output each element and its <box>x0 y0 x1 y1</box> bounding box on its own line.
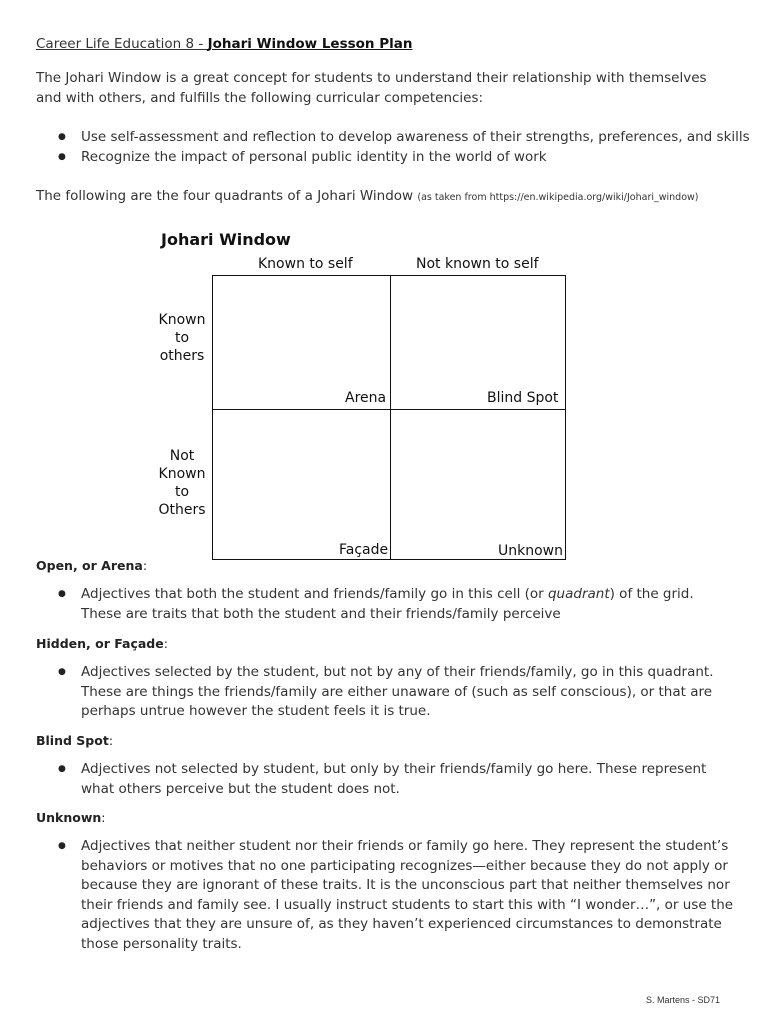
row-header-line: others <box>159 348 205 364</box>
competency-item: ● Recognize the impact of personal public identity in the world of work <box>58 147 750 167</box>
row-header-not-known-to-others <box>150 447 214 519</box>
quadrant-facade-label: Façade <box>339 542 389 558</box>
competency-item: ● Use self-assessment and reflection to develop awareness of their strengths, preferences, and skills <box>58 127 750 147</box>
johari-window-title: Johari Window <box>161 230 291 249</box>
facade-description-list <box>58 663 734 722</box>
col-header-known-to-self: Known to self <box>258 256 353 272</box>
emphasis-text: quadrant <box>547 586 610 602</box>
section-heading-text: Hidden, or Façade <box>36 636 164 651</box>
section-heading-arena <box>36 558 147 573</box>
section-heading-text: Open, or Arena <box>36 558 143 573</box>
row-header-line: Others <box>158 502 206 518</box>
section-heading-unknown <box>36 810 106 825</box>
description-item: ● Adjectives selected by the student, but not by any of their friends/family, go in this quadrant. These are things the friends/family are either unaware of (such as self conscious), or that are perhaps untrue however the student feels it is true. <box>58 663 734 722</box>
row-header-line: Known <box>158 312 206 328</box>
arena-description-list <box>58 585 734 624</box>
source-citation: (as taken from https://en.wikipedia.org/wiki/Johari_window) <box>417 192 699 203</box>
description-item <box>58 585 734 624</box>
competency-list <box>58 127 750 167</box>
section-heading-text: Unknown <box>36 810 102 825</box>
quadrant-blind-spot-label: Blind Spot <box>487 390 559 406</box>
unknown-description-list <box>58 837 734 954</box>
text-run: Adjectives that both the student and friends/family go in this cell (or <box>81 586 548 602</box>
row-header-known-to-others <box>150 311 214 365</box>
row-header-line: Known <box>158 466 206 482</box>
heading-colon: : <box>163 636 168 651</box>
heading-colon: : <box>108 733 114 748</box>
grid-divider-vertical <box>390 276 391 559</box>
blind-spot-description-list <box>58 760 734 799</box>
lesson-plan-title: Johari Window Lesson Plan <box>207 36 413 52</box>
description-item: ● Adjectives that neither student nor their friends or family go here. They represent the student’s behaviors or motives that no one participating recognizes—either because they do not apply or because they are ignorant of these traits. It is the unconscious part that neither themselves nor their friends and family see. I usually instruct students to start this with “I wonder…”, or use the adjectives that they are unsure of, as they haven’t experienced circumstances to demonstrate those personality traits. <box>58 837 734 954</box>
row-header-line: to <box>174 330 190 346</box>
row-header-line: to <box>174 484 190 500</box>
quadrant-unknown-label: Unknown <box>498 543 563 559</box>
johari-grid <box>212 275 566 560</box>
row-header-line: Not <box>169 448 195 464</box>
text-run: ) of the grid. These are traits that both the student and their friends/family perceive <box>81 586 694 622</box>
document-title <box>36 36 412 52</box>
quadrants-intro <box>36 188 699 204</box>
grid-divider-horizontal <box>213 409 565 410</box>
page-footer: S. Martens - SD71 <box>646 995 721 1005</box>
intro-paragraph: The Johari Window is a great concept for students to understand their relationship with themselves and with others, and fulfills the following curricular competencies: <box>36 70 707 106</box>
section-heading-facade <box>36 636 168 651</box>
section-heading-blind-spot <box>36 733 113 748</box>
heading-colon: : <box>101 810 106 825</box>
quadrant-arena-label: Arena <box>345 390 387 406</box>
description-item: ● Adjectives not selected by student, but only by their friends/family go here. These represent what others perceive but the student does not. <box>58 760 734 799</box>
course-name: Career Life Education 8 - <box>36 36 208 52</box>
col-header-not-known-to-self: Not known to self <box>416 256 539 272</box>
section-heading-text: Blind Spot <box>36 733 109 748</box>
heading-colon: : <box>142 558 148 573</box>
quadrants-intro-text: The following are the four quadrants of a Johari Window <box>36 188 418 204</box>
